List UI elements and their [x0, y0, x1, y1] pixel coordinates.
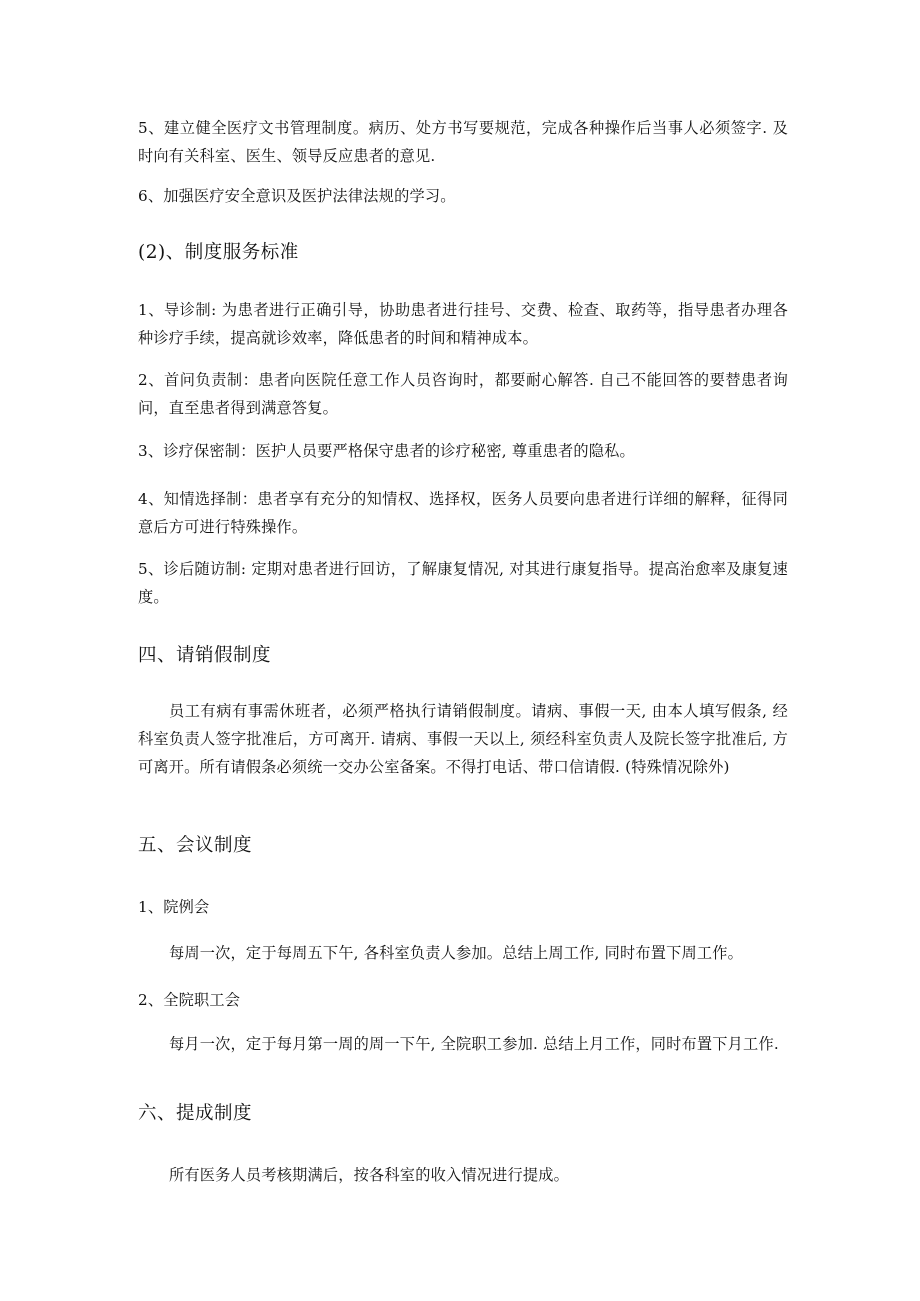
paragraph-safety-awareness: 6、加强医疗安全意识及医护法律法规的学习。 — [138, 187, 456, 205]
paragraph-informed-choice: 4、知情选择制：患者享有充分的知情权、选择权，医务人员要向患者进行详细的解释，征得同意后方可进行特殊操作。 — [138, 490, 788, 536]
heading-leave-system: 四、请销假制度 — [138, 645, 272, 666]
paragraph-guidance-system: 1、导诊制: 为患者进行正确引导，协助患者进行挂号、交费、检查、取药等，指导患者办理各种诊疗手续，提高就诊效率，降低患者的时间和精神成本。 — [138, 301, 788, 347]
heading-meeting-system: 五、会议制度 — [138, 835, 253, 856]
paragraph-confidentiality: 3、诊疗保密制：医护人员要严格保守患者的诊疗秘密, 尊重患者的隐私。 — [138, 442, 635, 460]
meeting-item-weekly-title: 1、院例会 — [138, 898, 210, 916]
meeting-item-staff-title: 2、全院职工会 — [138, 991, 241, 1009]
meeting-item-weekly-body: 每周一次，定于每周五下午, 各科室负责人参加。总结上周工作, 同时布置下周工作。 — [169, 944, 744, 962]
heading-commission-system: 六、提成制度 — [138, 1103, 253, 1124]
heading-service-standards: (2)、制度服务标准 — [138, 242, 299, 263]
paragraph-medical-records: 5、建立健全医疗文书管理制度。病历、处方书写要规范，完成各种操作后当事人必须签字. 及时向有关科室、医生、领导反应患者的意见. — [138, 119, 788, 165]
meeting-item-staff-body: 每月一次，定于每月第一周的周一下午, 全院职工参加. 总结上月工作，同时布置下月工作. — [169, 1035, 779, 1053]
paragraph-leave-rules: 员工有病有事需休班者，必须严格执行请销假制度。请病、事假一天, 由本人填写假条, 经科室负责人签字批准后，方可离开. 请病、事假一天以上, 须经科室负责人及院长签字批准后, 方可离开。所有请假条必须统一交办公室备案。不得打电话、带口信请假. (特殊情况除外) — [138, 702, 788, 776]
paragraph-first-inquiry: 2、首问负责制：患者向医院任意工作人员咨询时，都要耐心解答. 自己不能回答的要替患者询问，直至患者得到满意答复。 — [138, 371, 788, 417]
paragraph-commission-rules: 所有医务人员考核期满后，按各科室的收入情况进行提成。 — [169, 1166, 570, 1184]
paragraph-follow-up: 5、诊后随访制: 定期对患者进行回访，了解康复情况, 对其进行康复指导。提高治愈率及康复速度。 — [138, 560, 788, 606]
